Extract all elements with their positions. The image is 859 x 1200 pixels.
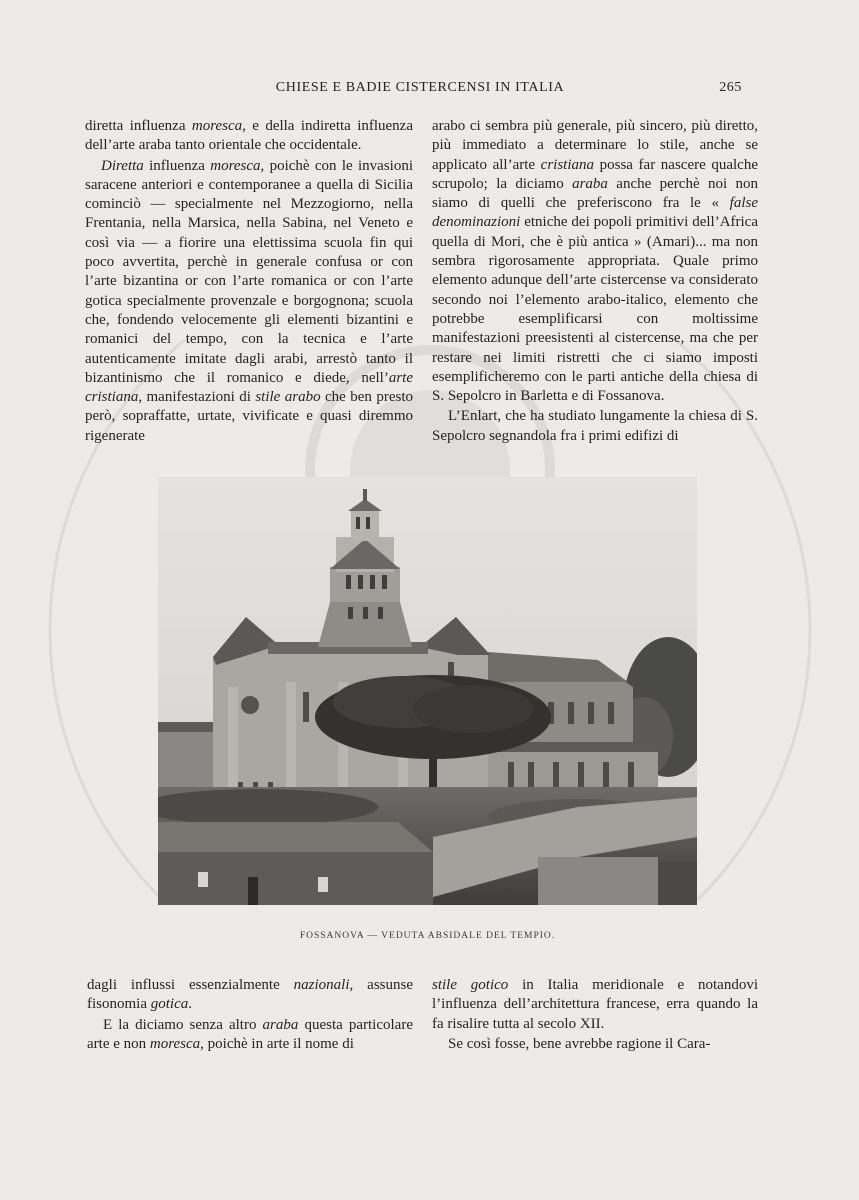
paragraph	[432, 407, 758, 446]
text-run: questa particolare arte e non	[87, 1016, 413, 1052]
paragraph	[432, 976, 758, 1034]
paragraph	[87, 976, 413, 1015]
abbey-photograph	[158, 477, 697, 905]
text-run: dagli influssi essenzialmente	[87, 977, 294, 993]
text-run: diretta influenza	[85, 118, 192, 134]
text-run: , poichè con le invasioni saracene anteriori e contemporanee a quella di Sicilia cominciò — specialmente nel Mezzogiorno, nella Frentania, nella Marsica, nella Sabina, nel Veneto e così via — a fiorire una elettissima scuola fin qui poco avvertita, perchè in generale confusa or con l’arte bizantina or con l’arte romanica or con l’arte gotica specialmente provenzale e borgognona; scuola che, fondendo velocemente gli elementi bizantini e romanici del tempo, con la tecnica e l’arte autenticamente imitate dagli arabi, arrestò tanto il bizantinismo che il romanico e diede, nell’	[85, 157, 413, 386]
italic-run: false denominazioni	[432, 195, 758, 231]
column-bottom-right	[432, 976, 758, 1054]
running-title: CHIESE E BADIE CISTERCENSI IN ITALIA	[275, 80, 565, 95]
text-run: in Italia meridionale e notandovi l’influenza dell’architettura francese, erra quando la fa risalire tutta al secolo XII.	[432, 977, 758, 1032]
italic-run: moresca	[210, 157, 261, 174]
text-run: influenza	[143, 157, 211, 174]
text-run: arabo ci sembra più generale, più sincero, più diretto, più immediato a determinare lo stile, anche se applicato all’arte	[432, 118, 758, 173]
text-run: , e della indiretta influenza dell’arte araba tanto orientale che occidentale.	[85, 118, 413, 154]
italic-run: moresca	[191, 118, 243, 134]
photo-plate-fossanova-abbey	[158, 477, 697, 905]
column-bottom-left	[87, 976, 413, 1054]
page-number: 265	[719, 80, 742, 95]
text-run: etniche dei popoli primitivi dell’Africa quella di Mori, che è più antica » (Amari)... ma non sembra rigorosamente appropriata. Quale primo elemento adunque dell’arte cistercense va considerato secondo noi l’elemento arabo-italico, elemento che potrebbe esemplificarsi con moltissime manifestazioni preesistenti al cistercense, ma che per restare nei limiti ristretti che ci siamo imposti esemplificheremo con le parti antiche della chiesa di S. Sepolcro in Barletta e di Fossanova.	[432, 214, 758, 405]
italic-run: moresca	[149, 1035, 201, 1052]
text-run: , assunse fisonomia	[87, 977, 413, 1013]
text-run: , manifestazioni di	[138, 389, 256, 406]
text-run: anche perchè noi non siamo di quelli che preferiscono fra le «	[432, 175, 759, 212]
italic-run: nazionali	[293, 977, 350, 993]
paragraph	[85, 117, 413, 156]
text-run: E la diciamo senza altro	[103, 1016, 263, 1033]
italic-run: cristiana	[540, 156, 594, 173]
paragraph	[87, 1016, 413, 1055]
text-run: L’Enlart, che ha studiato lungamente la chiesa di S. Sepolcro segnandola fra i primi edifizi di	[432, 408, 758, 444]
italic-run: araba	[572, 175, 608, 192]
italic-run: araba	[262, 1016, 299, 1033]
italic-run: gotica	[150, 996, 189, 1013]
text-run: , poichè in arte il nome di	[200, 1035, 354, 1052]
figure-caption: FOSSANOVA — VEDUTA ABSIDALE DEL TEMPIO.	[299, 931, 556, 941]
text-run: che ben presto però, sopraffatte, urtate, vivificate e quasi diremmo rigenerate	[85, 389, 413, 444]
running-head	[80, 80, 760, 100]
paragraph	[85, 157, 413, 446]
italic-run: stile gotico	[432, 977, 509, 993]
italic-run: Diretta	[101, 157, 144, 174]
paragraph	[432, 117, 758, 406]
paragraph	[432, 1035, 758, 1054]
text-run: .	[188, 996, 192, 1013]
text-run: Se così fosse, bene avrebbe ragione il Cara-	[448, 1035, 711, 1052]
column-top-left	[85, 117, 413, 446]
text-run: possa far nascere qualche scrupolo; la diciamo	[432, 156, 758, 192]
italic-run: arte cristiana	[85, 369, 413, 406]
column-top-right	[432, 117, 758, 446]
italic-run: stile arabo	[255, 389, 321, 406]
